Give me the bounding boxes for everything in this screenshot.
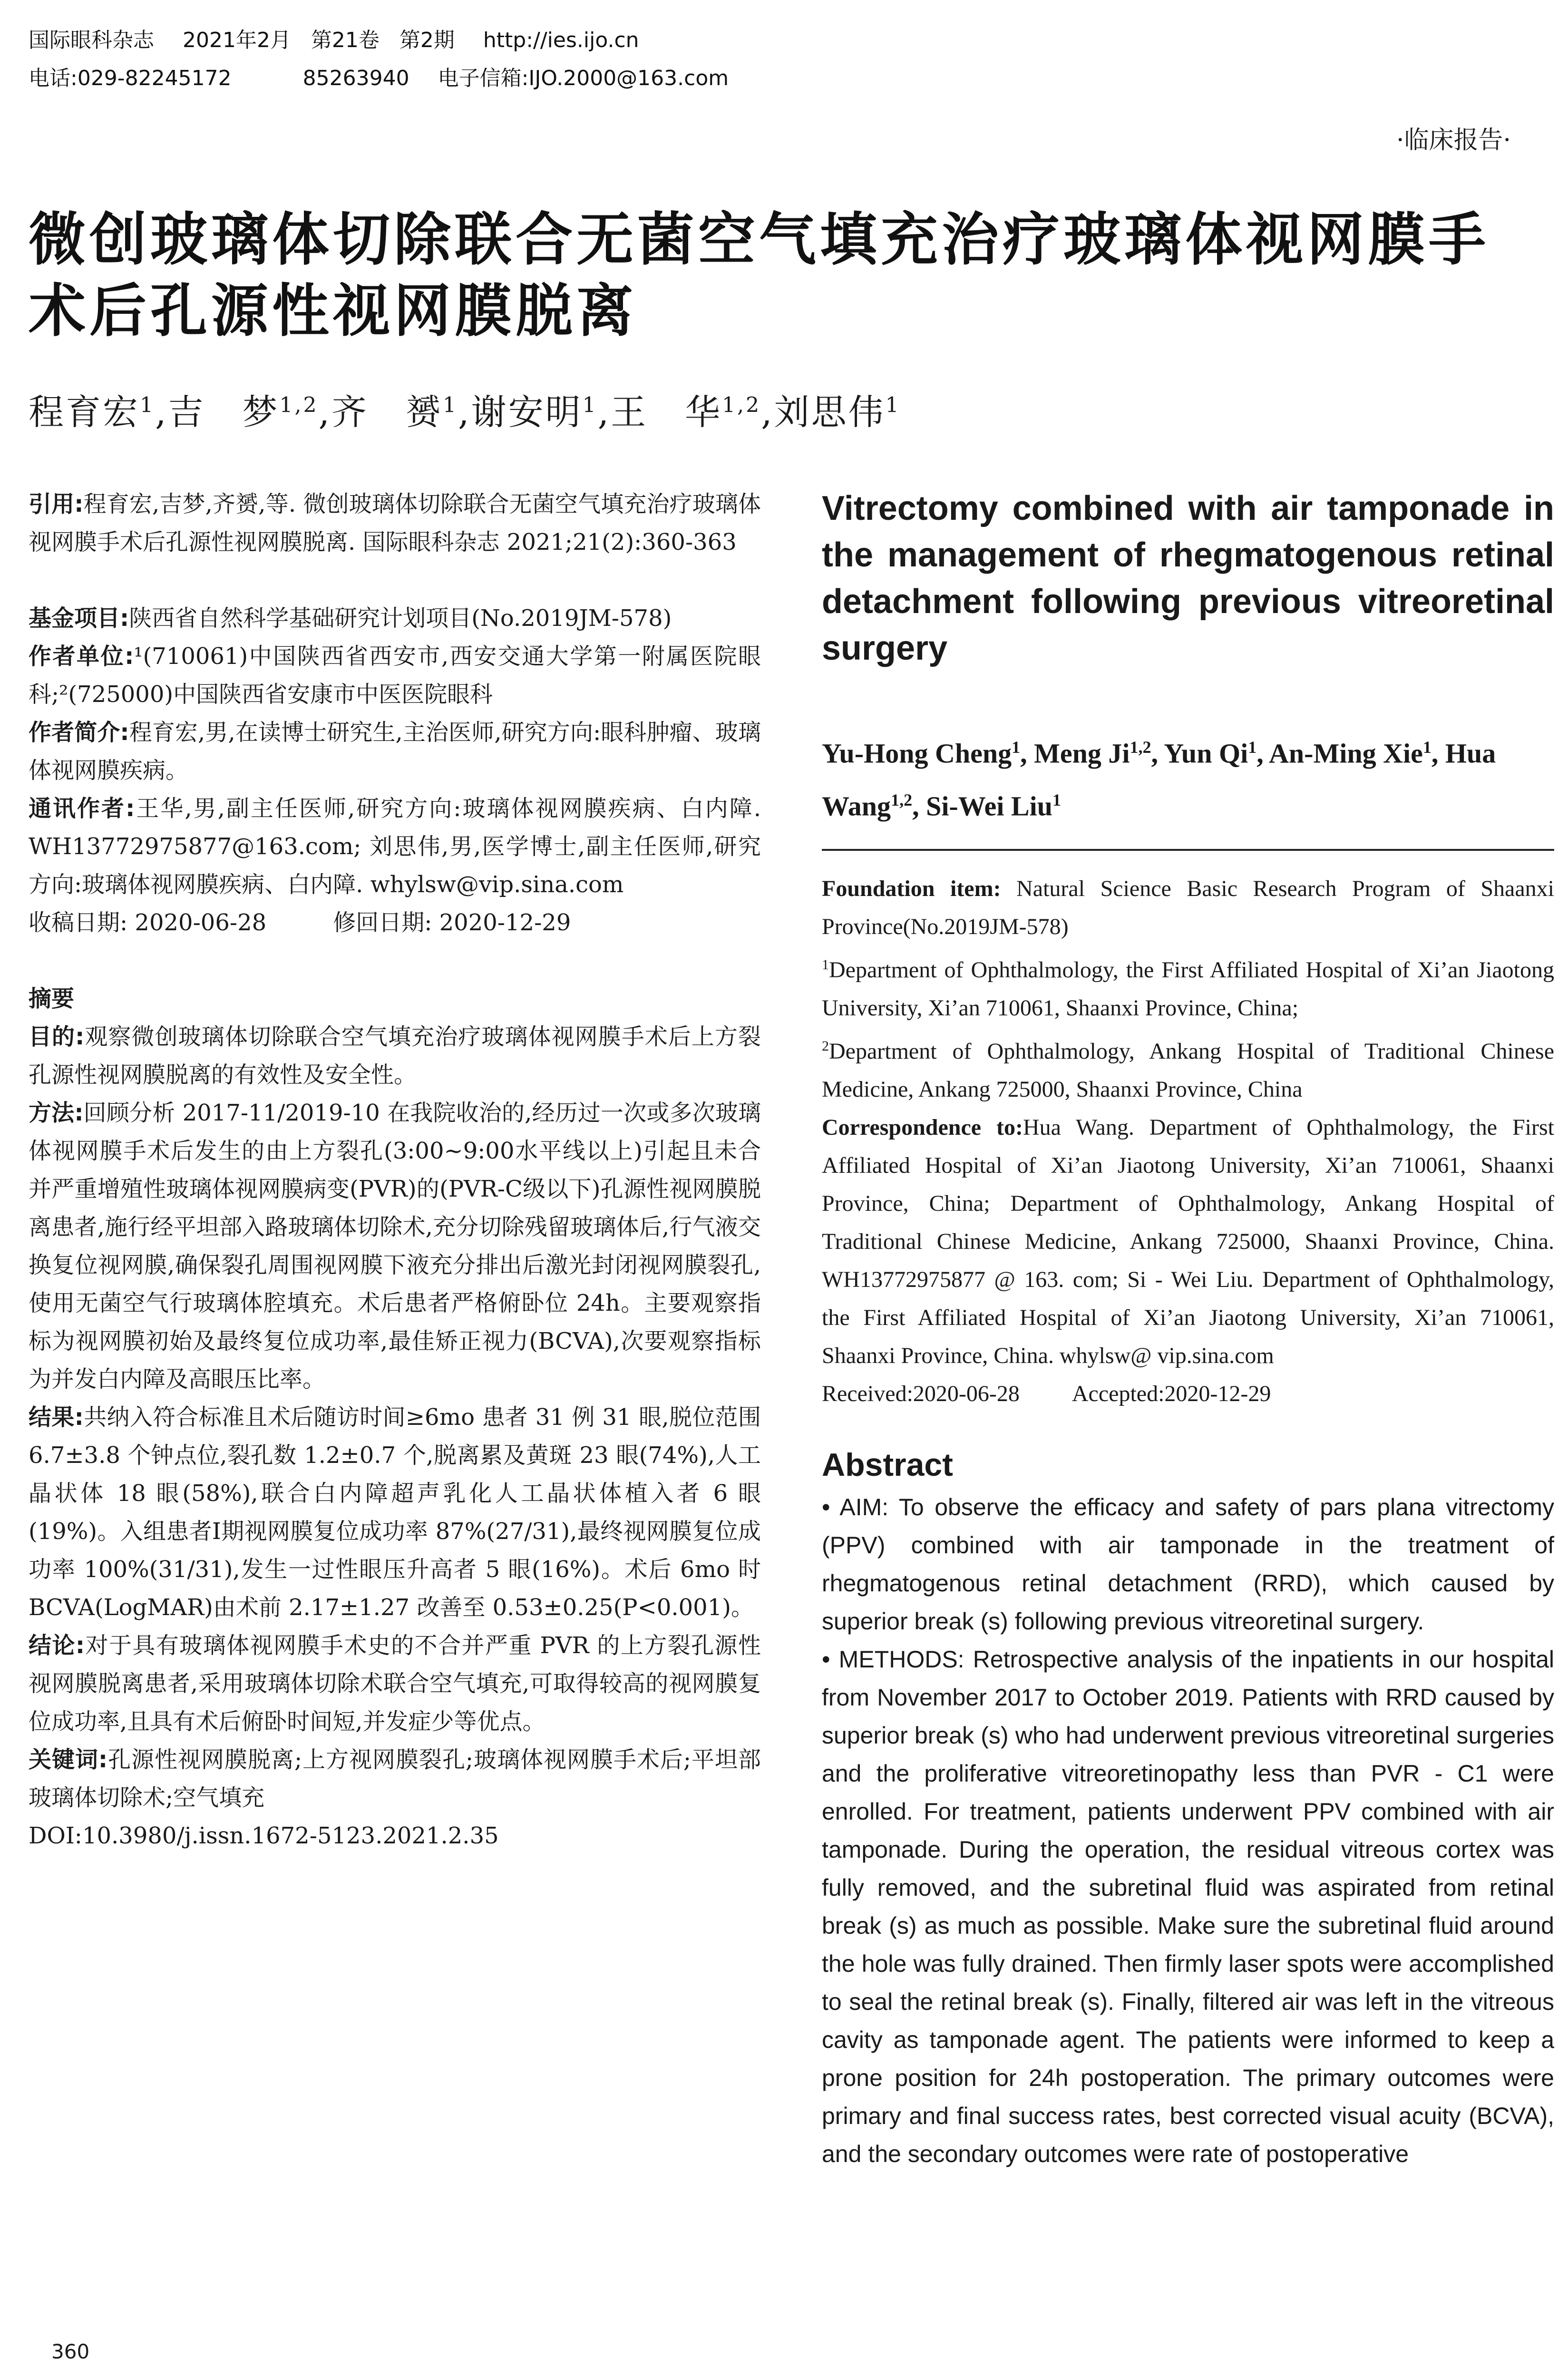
aim-cn-label: 目的: — [29, 1023, 85, 1050]
affiliation-en-1-sup: 1 — [822, 956, 829, 973]
keywords-cn — [29, 1741, 761, 1817]
author-affiliation-sup: 1,2 — [722, 393, 761, 418]
citation-label: 引用: — [29, 491, 84, 517]
english-title: Vitrectomy combined with air tamponade in the management of rhegmatogenous retinal detachment following previous vitreoretinal surgery — [822, 489, 1554, 667]
author-name: An-Ming Xie — [1269, 738, 1423, 769]
received-cn: 收稿日期: 2020-06-28 — [29, 909, 267, 936]
author-separator: , — [597, 392, 611, 433]
author-name: 齐 赟 — [331, 392, 443, 433]
author-affiliation-sup: 1 — [1422, 738, 1432, 757]
journal-name: 国际眼科杂志 — [29, 28, 154, 52]
author-name: 程育宏 — [29, 392, 140, 433]
conclusion-cn-label: 结论: — [29, 1632, 85, 1659]
methods-cn — [29, 1094, 761, 1398]
affiliation-en-2-text: Department of Ophthalmology, Ankang Hospital of Traditional Chinese Medicine, Ankang 725000, Shaanxi Province, China — [822, 1038, 1554, 1102]
left-column — [29, 485, 761, 1855]
results-cn — [29, 1398, 761, 1627]
author-separator: , — [761, 392, 774, 433]
author-name: 吉 梦 — [168, 392, 280, 433]
foundation-en — [822, 870, 1554, 946]
conclusion-cn — [29, 1627, 761, 1741]
keywords-cn-label: 关键词: — [29, 1746, 108, 1773]
aim-cn — [29, 1018, 761, 1094]
chinese-title: 微创玻璃体切除联合无菌空气填充治疗玻璃体视网膜手术后孔源性视网膜脱离 — [29, 207, 1490, 344]
affiliation-en-1-text: Department of Ophthalmology, the First Affiliated Hospital of Xi’an Jiaotong University, Xi’an 710061, Shaanxi Province, China; — [822, 957, 1554, 1021]
doi: DOI:10.3980/j.issn.1672-5123.2021.2.35 — [29, 1822, 499, 1849]
results-cn-label: 结果: — [29, 1404, 84, 1431]
results-cn-text: 共纳入符合标准且术后随访时间≥6mo 患者 31 例 31 眼,脱位范围 6.7±3.8 个钟点位,裂孔数 1.2±0.7 个,脱离累及黄斑 23 眼(74%),人工晶状体 18 眼(58%),联合白内障超声乳化人工晶状体植入者 6 眼(19%)。入组患者Ⅰ期视网膜复位成功率 87%(27/31),最终视网膜复位成功率 100%(31/31),发生一过性眼压升高者 5 眼(16%)。术后 6mo 时 BCVA(LogMAR)由术前 2.17±1.27 改善至 0.53±0.25(P<0.001)。 — [29, 1404, 761, 1621]
author-affiliation-sup: 1,2 — [1130, 738, 1151, 757]
abstract-heading-cn: 摘要 — [29, 985, 75, 1012]
received-en: Received:2020-06-28 — [822, 1381, 1020, 1406]
author-affiliation-sup: 1 — [1248, 738, 1257, 757]
correspondence-en-text: Hua Wang. Department of Ophthalmology, the First Affiliated Hospital of Xi’an Jiaotong University, Xi’an 710061, Shaanxi Province, China; Department of Ophthalmology, Ankang Hospital of Traditional Chinese Medicine, Ankang 725000, Shaanxi Province, China. WH13772975877 @ 163. com; Si - Wei Liu. Department of Ophthalmology, the First Affiliated Hospital of Xi’an Jiaotong University, Xi’an 710061, Shaanxi Province, China. whylsw@ vip.sina.com — [822, 1114, 1554, 1368]
author-separator: , — [1256, 738, 1269, 769]
affiliation-en-1 — [822, 946, 1554, 1027]
author-name: Yun Qi — [1164, 738, 1248, 769]
page-number: 360 — [51, 2340, 90, 2363]
correspondence-en — [822, 1109, 1554, 1375]
running-header-line2 — [29, 61, 757, 91]
author-affiliation-sup: 1 — [1052, 790, 1061, 810]
author-separator: , — [318, 392, 332, 433]
divider — [822, 849, 1554, 851]
phone: 电话:029-82245172 — [29, 66, 232, 90]
methods-cn-label: 方法: — [29, 1100, 84, 1126]
issue-info: 2021年2月 第21卷 第2期 — [183, 28, 455, 52]
author-separator: , — [458, 392, 471, 433]
accepted-en: Accepted:2020-12-29 — [1071, 1381, 1271, 1406]
author-affiliation-sup: 1 — [582, 393, 598, 418]
author-separator: , — [1151, 738, 1164, 769]
author-name: 谢安明 — [471, 392, 583, 433]
author-name: 王 华 — [611, 392, 722, 433]
author-affiliation-sup: 1 — [1012, 738, 1021, 757]
aim-en: • AIM: To observe the efficacy and safety of pars plana vitrectomy (PPV) combined with air tamponade in the treatment of rhegmatogenous retinal detachment (RRD), which caused by superior break (s) following previous vitreoretinal surgery. — [822, 1493, 1554, 1635]
correspondence-cn — [29, 789, 761, 904]
affiliation-en-2-sup: 2 — [822, 1038, 829, 1054]
correspondence-cn-label: 通讯作者: — [29, 795, 135, 822]
english-authors — [822, 724, 1554, 830]
author-name: Yu-Hong Cheng — [822, 738, 1012, 769]
affiliation-label: 作者单位: — [29, 643, 134, 670]
dates-cn — [29, 904, 761, 942]
author-separator: , — [155, 392, 168, 433]
keywords-cn-text: 孔源性视网膜脱离;上方视网膜裂孔;玻璃体视网膜手术后;平坦部玻璃体切除术;空气填充 — [29, 1746, 761, 1811]
author-affiliation-sup: 1 — [140, 393, 155, 418]
author-bio — [29, 713, 761, 789]
email: 电子信箱:IJO.2000@163.com — [438, 66, 729, 90]
phone2: 85263940 — [302, 66, 409, 90]
conclusion-cn-text: 对于具有玻璃体视网膜手术史的不合并严重 PVR 的上方裂孔源性视网膜脱离患者,采用玻璃体切除术联合空气填充,可取得较高的视网膜复位成功率,且具有术后俯卧时间短,并发症少等优点。 — [29, 1632, 761, 1735]
author-affiliation-sup: 1 — [443, 393, 458, 418]
methods-en: • METHODS: Retrospective analysis of the inpatients in our hospital from November 2017 to October 2019. Patients with RRD caused by superior break (s) who had underwent previous vitreoretinal surgeries and the proliferative vitreoretinopathy less than PVR - C1 were enrolled. For treatment, patients underwent PPV combined with air tamponade. During the operation, the residual vitreous cortex was fully removed, and the subretinal fluid was aspirated from retinal break (s) as much as possible. Make sure the subretinal fluid around the hole was fully drained. Then firmly laser spots were accomplished to seal the retinal break (s). Finally, filtered air was left in the vitreous cavity as tamponade agent. The patients were informed to keep a prone position for 24h postoperation. The primary outcomes were primary and final success rates, best corrected visual acuity (BCVA), and the secondary outcomes were rate of postoperative — [822, 1646, 1554, 2167]
foundation-en-label: Foundation item: — [822, 876, 1001, 901]
author-name: Meng Ji — [1034, 738, 1130, 769]
citation-text: 程育宏,吉梦,齐赟,等. 微创玻璃体切除联合无菌空气填充治疗玻璃体视网膜手术后孔源性视网膜脱离. 国际眼科杂志 2021;21(2):360-363 — [29, 491, 761, 555]
author-affiliation-sup: 1,2 — [891, 790, 913, 810]
affiliation — [29, 637, 761, 713]
running-header-line1 — [29, 23, 668, 53]
author-separator: , — [1020, 738, 1034, 769]
correspondence-cn-text: 王华,男,副主任医师,研究方向:玻璃体视网膜疾病、白内障. WH13772975877@163.com; 刘思伟,男,医学博士,副主任医师,研究方向:玻璃体视网膜疾病、白内障. whylsw@vip.sina.com — [29, 795, 761, 898]
aim-cn-text: 观察微创玻璃体切除联合空气填充治疗玻璃体视网膜手术后上方裂孔源性视网膜脱离的有效性及安全性。 — [29, 1023, 761, 1088]
affiliation-text: ¹(710061)中国陕西省西安市,西安交通大学第一附属医院眼科;²(725000)中国陕西省安康市中医医院眼科 — [29, 643, 761, 708]
author-separator: , — [912, 790, 926, 822]
author-affiliation-sup: 1 — [885, 393, 901, 418]
author-name: Hua Wang — [822, 738, 1496, 822]
revised-cn: 修回日期: 2020-12-29 — [333, 909, 571, 936]
author-name: 刘思伟 — [774, 392, 886, 433]
dates-en — [822, 1375, 1554, 1413]
abstract-heading-en: Abstract — [822, 1446, 953, 1483]
correspondence-en-label: Correspondence to: — [822, 1114, 1023, 1140]
fund-label: 基金项目: — [29, 605, 129, 632]
fund-text: 陕西省自然科学基础研究计划项目(No.2019JM-578) — [129, 605, 672, 632]
author-affiliation-sup: 1,2 — [279, 393, 319, 418]
author-bio-label: 作者简介: — [29, 719, 129, 746]
right-column — [822, 485, 1554, 2173]
author-separator: , — [1431, 738, 1445, 769]
section-tag: ·临床报告· — [1396, 126, 1511, 155]
citation — [29, 485, 761, 561]
author-bio-text: 程育宏,男,在读博士研究生,主治医师,研究方向:眼科肿瘤、玻璃体视网膜疾病。 — [29, 719, 761, 784]
fund — [29, 599, 761, 637]
author-name: Si-Wei Liu — [926, 790, 1052, 822]
foundation-en-text: Natural Science Basic Research Program of Shaanxi Province(No.2019JM-578) — [822, 876, 1554, 939]
journal-url: http://ies.ijo.cn — [483, 28, 639, 52]
affiliation-en-2 — [822, 1027, 1554, 1109]
methods-cn-text: 回顾分析 2017-11/2019-10 在我院收治的,经历过一次或多次玻璃体视网膜手术后发生的由上方裂孔(3:00~9:00水平线以上)引起且未合并严重增殖性玻璃体视网膜病变(PVR)的(PVR-C级以下)孔源性视网膜脱离患者,施行经平坦部入路玻璃体切除术,充分切除残留玻璃体后,行气液交换复位视网膜,确保裂孔周围视网膜下液充分排出后激光封闭视网膜裂孔,使用无菌空气行玻璃体腔填充。术后患者严格俯卧位 24h。主要观察指标为视网膜初始及最终复位成功率,最佳矫正视力(BCVA),次要观察指标为并发白内障及高眼压比率。 — [29, 1100, 761, 1393]
chinese-authors — [29, 384, 901, 435]
